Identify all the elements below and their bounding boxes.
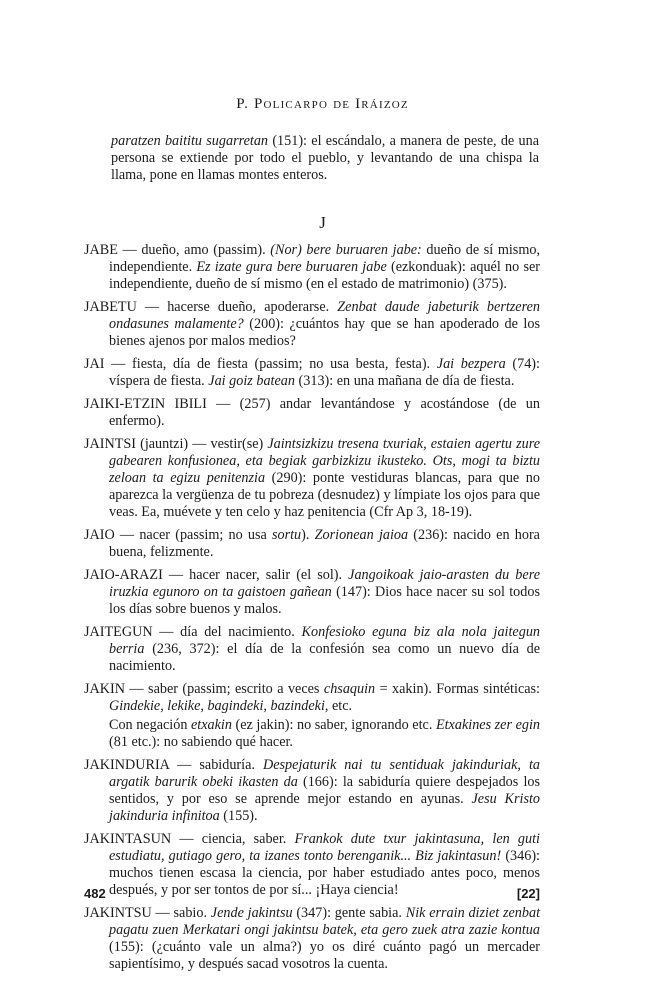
entry-text: JAI — fiesta, día de fiesta (passim; no usa besta, festa). [84,356,437,372]
entry-jabetu [84,299,540,350]
entry-text: (147): Dios hace nacer su sol todos los días sobre buenos y malos. [109,584,540,617]
entry-example: Jai bezpera [436,356,506,372]
entry-text: (236): nacido en hora buena, felizmente. [109,527,540,560]
entry-jaio-arazi [84,567,540,618]
entry-text: dueño de sí mismo, independiente. [109,242,540,275]
entry-example: Etxakines zer egin [435,717,540,733]
entry-example: Nik errain diziet zenbat pagatu zuen Merkatari ongi jakintsu batek, eta gero zuek atra zazie kontua [109,905,541,938]
dictionary-entries [84,242,540,973]
intro-italic: paratzen baititu sugarretan [111,133,269,149]
intro-paragraph [111,133,539,184]
entry-text: JABE — dueño, amo (passim). [84,242,271,258]
intro-text: (151): el escándalo, a manera de peste, de una persona se extiende por todo el pueblo, y levantando de una chispa la llama, pone en llamas montes enteros. [111,133,539,183]
entry-text: = xakin). Formas sintéticas: [375,681,540,697]
entry-jaio [84,527,540,561]
entry-text: JAKIN — saber (passim; escrito a veces [84,681,324,697]
entry-text: (81 etc.): no sabiendo qué hacer. [109,734,293,750]
entry-text: etc. [328,698,353,714]
entry-example: Jangoikoak jaio-arasten du bere iruzkia egunoro on ta gaistoen gañean [109,567,540,600]
entry-example: Jende jakintsu [210,905,293,921]
page-number: 482 [84,886,106,901]
running-head: P. Policarpo de Iráizoz [236,96,409,112]
entry-text: JABETU — hacerse dueño, apoderarse. [84,299,338,315]
entry-text: JAKINTASUN — ciencia, saber. [84,831,295,847]
entry-text: (155). [219,808,258,824]
entry-example: Ez izate gura bere buruaren jabe [196,259,387,275]
entry-text: JAKINTSU — sabio. [84,905,211,921]
entry-jaitegun [84,624,540,675]
entry-text: (313): en una mañana de día de fiesta. [294,373,515,389]
entry-text: JAITEGUN — día del nacimiento. [84,624,302,640]
entry-jakintsu [84,905,540,973]
entry-text: (74): víspera de fiesta. [109,356,540,389]
entry-text: JAKINDURIA — sabiduría. [84,757,263,773]
entry-example: (Nor) bere buruaren jabe: [270,242,422,258]
entry-text: (347): gente sabia. [292,905,406,921]
entry-text: Con negación [109,717,191,733]
entry-text: ). [301,527,315,543]
entry-text: JAIKI-ETZIN IBILI — (257) andar levantándose y acostándose (de un enfermo). [84,396,540,429]
entry-text: JAINTSI (jauntzi) — vestir(se) [84,436,268,452]
entry-jabe [84,242,540,293]
entry-jaiki-etzin-ibili [84,396,540,430]
entry-text: (166): la sabiduría quiere despejados los sentidos, y por eso se aprende mejor estando en ayunas. [109,774,541,807]
entry-example: Jesu Kristo jakinduria infinitoa [109,791,540,824]
entry-example: chsaquin [323,681,376,697]
entry-example: Zorionean jaioa [314,527,409,543]
entry-text: (290): ponte vestiduras blancas, para que no aparezca la vergüenza de tu pobreza (desnudez) y límpiate los ojos para que veas. Ea, muévete y ten celo y haz penitencia (Cfr Ap 3, 18-19). [109,470,540,520]
entry-text: (ez jakin): no saber, ignorando etc. [231,717,436,733]
entry-text: (236, 372): el día de la confesión sea como un nuevo día de nacimiento. [109,641,540,674]
entry-example: sortu [271,527,302,543]
entry-jakin-subparagraph [109,717,540,751]
entry-jai [84,356,540,390]
entry-text: (ezkonduak): aquél no ser independiente, dueño de sí mismo (en el estado de matrimonio) (375). [109,259,540,292]
entry-example: Jaintsizkizu tresena txuriak, estaien agertu zure gabearen konfusionea, eta begiak garbizkizu ikusteko. Ots, mogi ta biztu zeloan ta egizu penitenzia [109,436,540,486]
entry-text: JAIO-ARAZI — hacer nacer, salir (el sol). [84,567,349,583]
entry-jaintsi [84,436,540,521]
section-letter: J [319,213,326,232]
entry-text: (155): (¿cuánto vale un alma?) yo os diré cuánto pagó un mercader sapientísimo, y después sacad vosotros la cuenta. [109,939,540,972]
entry-text: JAIO — nacer (passim; no usa [84,527,272,543]
signature-mark: [22] [516,886,540,901]
entry-text: (346): muchos tienen escasa la ciencia, por haber estudiado antes poco, menos después, y por ser tontos de por sí... ¡Haya ciencia! [109,848,540,898]
entry-jakinduria [84,757,540,825]
entry-example: etxakin [190,717,232,733]
entry-example: Konfesioko eguna biz ala nola jaitegun berria [109,624,541,657]
entry-example: Jai goiz batean [208,373,295,389]
entry-text: (200): ¿cuántos hay que se han apoderado de los bienes ajenos por malos medios? [109,316,540,349]
entry-example: Zenbat daude jabeturik bertzeren ondasunes malamente? [109,299,540,332]
entry-example: Despejaturik nai tu sentiduak jakinduriak, ta argatik barurik obeki ikasten da [109,757,540,790]
entry-jakin [84,681,540,715]
entry-jakintasun [84,831,540,899]
entry-example: Gindekie, lekike, bagindeki, bazindeki, [109,698,329,714]
entry-example: Frankok dute txur jakintasuna, len guti estudiatu, gutiago gero, ta izanes tonto berenganik... Biz jakintasun! [109,831,540,864]
